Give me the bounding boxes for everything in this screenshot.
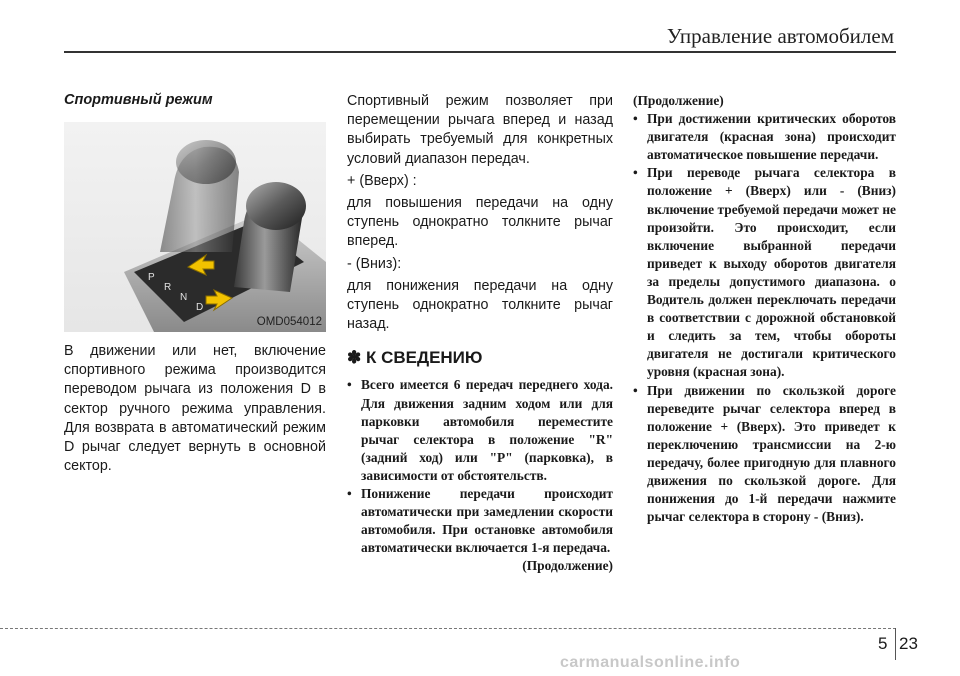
gear-shifter-illustration (64, 122, 326, 332)
list-item: • При достижении критических оборотов двигателя (красная зона) происходит автоматическое повышение передачи. (633, 110, 896, 164)
note-list-continued (633, 110, 896, 526)
page-number: 23 (899, 634, 918, 653)
left-body-text: В движении или нет, включение спортивного режима производится переводом рычага из положения D в сектор ручного режима управления. Для возврата в автоматический режим D рычаг следует вернуть в основной сектор. (64, 343, 326, 475)
chapter-number: 5 (878, 634, 888, 653)
running-header: Управление автомобилем (666, 24, 894, 48)
middle-column (347, 92, 613, 575)
paragraph: + (Вверх) : (347, 172, 417, 189)
paragraph: для повышения передачи на одну ступень однократно толкните рычаг вперед. (347, 195, 613, 250)
note-list (347, 376, 613, 557)
list-item: • При переводе рычага селектора в положение + (Вверх) или - (Вниз) включение требуемой передачи может не произойти. Это происходит, если включение выбранной передачи приведет к выходу оборотов двигателя за пределы допустимого диапазона. о Водитель должен переключать передачи в соответствии с дорожной обстановкой и следить за тем, чтобы обороты двигателя не достигали критического уровня (красная зона). (633, 164, 896, 381)
section-title: Спортивный режим (64, 92, 213, 108)
continued-label: (Продолжение) (633, 93, 724, 108)
paragraph: Спортивный режим позволяет при перемещении рычага вперед и назад выбирать требуемый для конкретных условий диапазон передач. (347, 93, 613, 167)
header-rule (64, 51, 896, 53)
gate-letter-d: D (196, 302, 204, 313)
gate-letter-n: N (180, 292, 188, 303)
figure-code: OMD054012 (256, 316, 322, 328)
watermark: carmanualsonline.info (560, 654, 741, 671)
list-item: • Всего имеется 6 передач переднего хода. Для движения задним ходом или для парковки автомобиля переместите рычаг селектора в положение "R" (задний ход) или "P" (парковка), в зависимости от обстоятельств. (347, 376, 613, 485)
list-item: • Понижение передачи происходит автоматически при замедлении скорости автомобиля. При остановке автомобиля автоматически включается 1-я передача. (347, 485, 613, 557)
list-item: • При движении по скользкой дороге переведите рычаг селектора вперед в положение + (Вверх). Это приведет к переключению трансмиссии на 2-ю передачу, более пригодную для плавного движения по скользкой дороге. Для понижения до 1-й передачи нажмите рычаг селектора в сторону - (Вниз). (633, 382, 896, 527)
paragraph: - (Вниз): (347, 255, 402, 272)
note-title: ✽ К СВЕДЕНИЮ (347, 348, 483, 368)
continued-label: (Продолжение) (522, 558, 613, 574)
left-column (64, 92, 326, 476)
paragraph: для понижения передачи на одну ступень однократно толкните рычаг назад. (347, 277, 613, 333)
footer-rule (0, 628, 896, 629)
gate-letter-r: R (164, 282, 172, 293)
knob-ghost (176, 140, 236, 184)
knob-front (246, 182, 306, 230)
gate-letter-p: P (148, 272, 155, 283)
footer-divider (895, 628, 896, 660)
gear-shifter-figure (64, 122, 326, 332)
right-column (633, 92, 896, 526)
